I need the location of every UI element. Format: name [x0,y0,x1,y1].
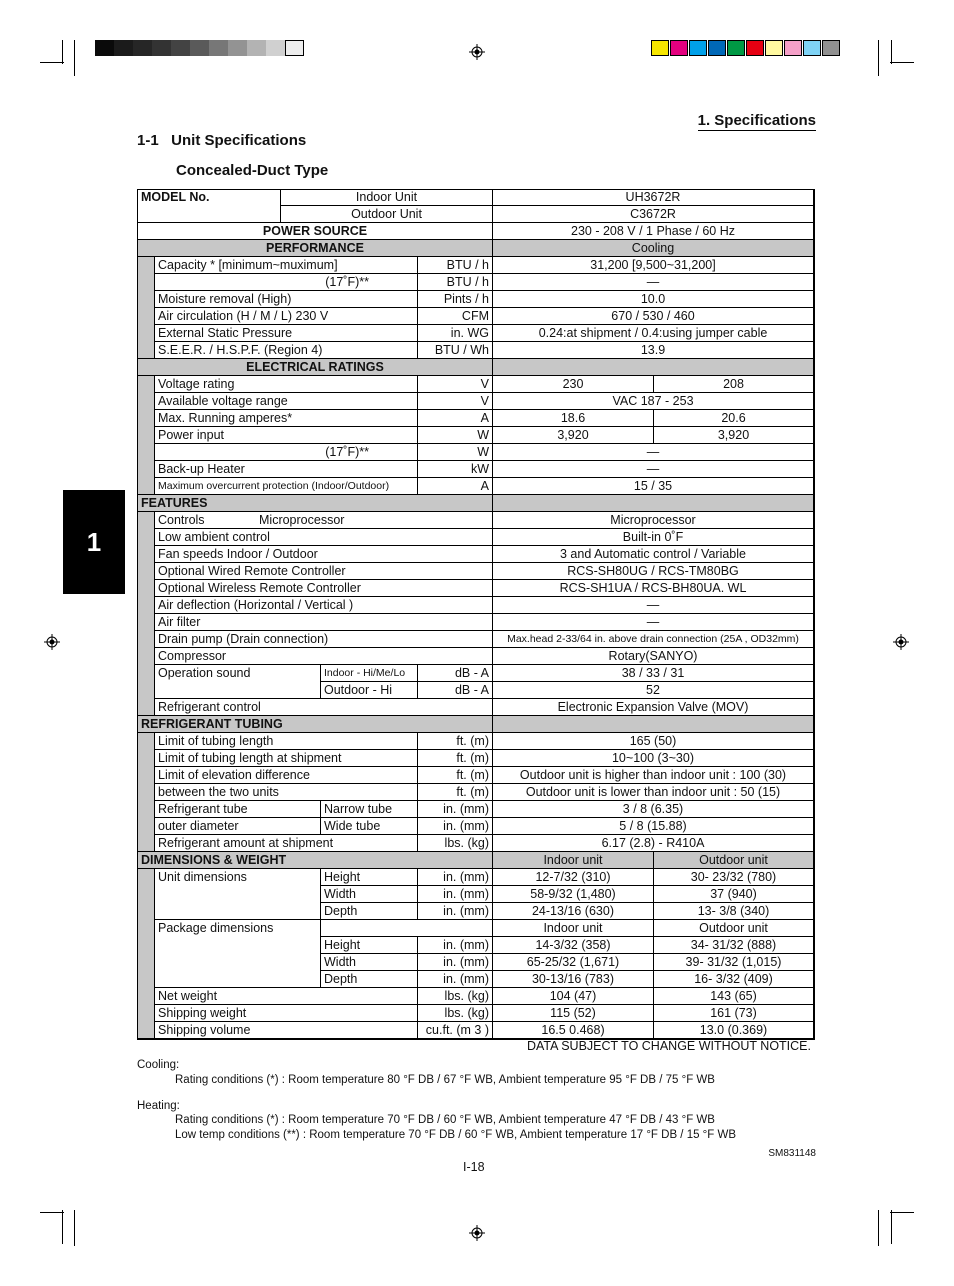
elec-row-unit: A [418,478,493,495]
perf-row-label: S.E.E.R. / H.S.P.F. (Region 4) [155,342,418,359]
perf-row-label: Capacity * [minimum~muximum] [155,257,418,274]
elec-row-value-208: 3,920 [654,427,814,444]
section-title: 1. Specifications [697,112,816,129]
dimensions-col-outdoor: Outdoor unit [654,852,814,869]
tubing-value: 5 / 8 (15.88) [493,818,814,835]
weight-outdoor-value: 143 (65) [654,988,814,1005]
tubing-label: Limit of tubing length at shipment [155,750,418,767]
package-unit: in. (mm) [418,937,493,954]
registration-mark-bottom [469,1225,485,1241]
dimensions-col-indoor: Indoor unit [493,852,654,869]
elec-row-value-208: 208 [654,376,814,393]
outdoor-model: C3672R [493,206,814,223]
color-swatch [784,40,802,56]
perf-row-unit: in. WG [418,325,493,342]
elec-row-label: Back-up Heater [155,461,418,478]
elec-row-value-208: 20.6 [654,410,814,427]
dimension-indoor-value: 12-7/32 (310) [493,869,654,886]
elec-row-unit: V [418,393,493,410]
feature-label: Low ambient control [155,529,493,546]
feature-value: — [493,614,814,631]
tubing-value: Outdoor unit is higher than indoor unit : 100 (30) [493,767,814,784]
dimension-indoor-value: 24-13/16 (630) [493,903,654,920]
elec-row-unit: W [418,427,493,444]
weight-unit: cu.ft. (m 3 ) [418,1022,493,1039]
color-swatch [746,40,764,56]
dimension-indoor-value: 58-9/32 (1,480) [493,886,654,903]
outdoor-unit-label: Outdoor Unit [281,206,493,223]
feature-label: Air filter [155,614,493,631]
feature-value: — [493,597,814,614]
color-swatch [689,40,707,56]
weight-label: Shipping weight [155,1005,418,1022]
tubing-unit: lbs. (kg) [418,835,493,852]
elec-row-label: Available voltage range [155,393,418,410]
feature-value: RCS-SH80UG / RCS-TM80BG [493,563,814,580]
dimensions-side-bar [138,869,155,1039]
page-heading: 1-1 Unit Specifications [137,132,307,149]
package-col-indoor: Indoor unit [493,920,654,937]
gray-swatch [228,40,247,56]
perf-row-label: Air circulation (H / M / L) 230 V [155,308,418,325]
cooling-rating-note: Rating conditions (*) : Room temperature 80 °F DB / 67 °F WB, Ambient temperature 95 °F DB / 75 °F WB [175,1074,715,1086]
tubing-label: Refrigerant amount at shipment [155,835,418,852]
perf-row-unit: BTU / h [418,274,493,291]
feature-sub-label: Microprocessor [259,513,345,527]
tubing-header-right [493,716,814,733]
chapter-tab [63,490,125,594]
tubing-value: 10~100 (3~30) [493,750,814,767]
tubing-label: outer diameter [155,818,321,835]
features-side-bar [138,512,155,716]
feature-unit: dB - A [418,665,493,682]
feature-label: Air deflection (Horizontal / Vertical ) [155,597,493,614]
elec-row-label: Power input [155,427,418,444]
feature-sub-label: Indoor - Hi/Me/Lo [321,665,418,682]
page-number: I-18 [463,1160,485,1174]
tubing-sub-label: Wide tube [321,818,418,835]
package-unit: in. (mm) [418,971,493,988]
feature-value: Max.head 2-33/64 in. above drain connection (25A , OD32mm) [493,631,814,648]
gray-swatch [114,40,133,56]
registration-mark-left [44,634,60,650]
package-outdoor-value: 16- 3/32 (409) [654,971,814,988]
gray-swatch [209,40,228,56]
weight-indoor-value: 104 (47) [493,988,654,1005]
feature-value: 38 / 33 / 31 [493,665,814,682]
perf-row-unit: CFM [418,308,493,325]
weight-unit: lbs. (kg) [418,988,493,1005]
dimension-outdoor-value: 13- 3/8 (340) [654,903,814,920]
dimensions-header: DIMENSIONS & WEIGHT [138,852,493,869]
cooling-label: Cooling: [137,1059,180,1071]
chapter-tab-number: 1 [86,526,102,557]
perf-row-value: 0.24:at shipment / 0.4:using jumper cable [493,325,814,342]
weight-label: Net weight [155,988,418,1005]
feature-label: Operation sound [155,665,321,699]
color-swatch [670,40,688,56]
package-col-outdoor: Outdoor unit [654,920,814,937]
elec-row-label: Maximum overcurrent protection (Indoor/Outdoor) [155,478,418,495]
electrical-side-bar [138,376,155,495]
feature-value: Rotary(SANYO) [493,648,814,665]
gray-swatch [266,40,285,56]
color-swatch [727,40,745,56]
tubing-unit: ft. (m) [418,784,493,801]
feature-label: Refrigerant control [155,699,493,716]
tubing-header: REFRIGERANT TUBING [138,716,493,733]
tubing-value: 3 / 8 (6.35) [493,801,814,818]
registration-mark-top [469,44,485,60]
package-sub-label: Depth [321,971,418,988]
tubing-label: Refrigerant tube [155,801,321,818]
weight-indoor-value: 16.5 0.468) [493,1022,654,1039]
tubing-value: 6.17 (2.8) - R410A [493,835,814,852]
tubing-side-bar [138,733,155,852]
feature-value: RCS-SH1UA / RCS-BH80UA. WL [493,580,814,597]
package-dimensions-label: Package dimensions [155,920,321,988]
perf-row-value: 10.0 [493,291,814,308]
feature-unit: dB - A [418,682,493,699]
tubing-label: Limit of elevation difference [155,767,418,784]
notice-text: DATA SUBJECT TO CHANGE WITHOUT NOTICE. [526,1039,811,1053]
package-sub-label: Width [321,954,418,971]
weight-indoor-value: 115 (52) [493,1005,654,1022]
elec-row-unit: V [418,376,493,393]
feature-value: Microprocessor [493,512,814,529]
elec-row-label: Voltage rating [155,376,418,393]
perf-row-value: — [493,274,814,291]
weight-unit: lbs. (kg) [418,1005,493,1022]
heating-low-temp-note: Low temp conditions (**) : Room temperature 70 °F DB / 60 °F WB, Ambient temperature 17 °F DB / 15 °F WB [175,1129,737,1141]
dimension-sub-label: Width [321,886,418,903]
unit-dimensions-label: Unit dimensions [155,869,321,920]
elec-row-unit: A [418,410,493,427]
gray-swatch [190,40,209,56]
spec-table [137,189,815,1040]
elec-row-value-230: 3,920 [493,427,654,444]
tubing-label: Limit of tubing length [155,733,418,750]
elec-row-value-230: 18.6 [493,410,654,427]
feature-label: Fan speeds Indoor / Outdoor [155,546,493,563]
feature-value: Electronic Expansion Valve (MOV) [493,699,814,716]
elec-row-label: (17˚F)** [155,444,418,461]
tubing-unit: in. (mm) [418,801,493,818]
feature-label: Controls Microprocessor [155,512,493,529]
electrical-header-right [493,359,814,376]
color-swatch [708,40,726,56]
package-header-blank [321,920,493,937]
dimension-unit: in. (mm) [418,886,493,903]
elec-row-value: 15 / 35 [493,478,814,495]
elec-row-value: — [493,461,814,478]
dimension-outdoor-value: 30- 23/32 (780) [654,869,814,886]
elec-row-unit: kW [418,461,493,478]
elec-row-value: VAC 187 - 253 [493,393,814,410]
perf-row-value: 31,200 [9,500~31,200] [493,257,814,274]
gray-swatch [133,40,152,56]
feature-value: 3 and Automatic control / Variable [493,546,814,563]
gray-swatch [152,40,171,56]
tubing-unit: ft. (m) [418,767,493,784]
gray-swatch [95,40,114,56]
heating-label: Heating: [137,1100,180,1112]
color-swatch [822,40,840,56]
package-unit: in. (mm) [418,954,493,971]
perf-row-value: 670 / 530 / 460 [493,308,814,325]
tubing-unit: ft. (m) [418,750,493,767]
performance-side-bar [138,257,155,359]
dimension-sub-label: Height [321,869,418,886]
features-header-right [493,495,814,512]
perf-row-unit: BTU / Wh [418,342,493,359]
color-swatch [651,40,669,56]
tubing-unit: in. (mm) [418,818,493,835]
feature-value: Built-in 0˚F [493,529,814,546]
weight-label: Shipping volume [155,1022,418,1039]
power-source-value: 230 - 208 V / 1 Phase / 60 Hz [493,223,814,240]
gray-swatch [285,40,304,56]
perf-row-unit: BTU / h [418,257,493,274]
perf-row-unit: Pints / h [418,291,493,308]
feature-label: Drain pump (Drain connection) [155,631,493,648]
tubing-value: 165 (50) [493,733,814,750]
dimension-unit: in. (mm) [418,869,493,886]
tubing-value: Outdoor unit is lower than indoor unit : 50 (15) [493,784,814,801]
tubing-unit: ft. (m) [418,733,493,750]
indoor-unit-label: Indoor Unit [281,189,493,206]
elec-row-value-230: 230 [493,376,654,393]
package-outdoor-value: 34- 31/32 (888) [654,937,814,954]
package-indoor-value: 14-3/32 (358) [493,937,654,954]
performance-header-right: Cooling [493,240,814,257]
perf-row-value: 13.9 [493,342,814,359]
color-swatch [803,40,821,56]
dimension-unit: in. (mm) [418,903,493,920]
heating-rating-note: Rating conditions (*) : Room temperature 70 °F DB / 60 °F WB, Ambient temperature 47 °F DB / 43 °F WB [175,1114,715,1126]
performance-header: PERFORMANCE [138,240,493,257]
gray-swatch [171,40,190,56]
feature-label: Optional Wireless Remote Controller [155,580,493,597]
perf-row-label: (17˚F)** [155,274,418,291]
feature-sub-label: Outdoor - Hi [321,682,418,699]
indoor-model: UH3672R [493,189,814,206]
feature-label: Compressor [155,648,493,665]
model-no-label: MODEL No. [138,189,281,223]
registration-mark-right [893,634,909,650]
perf-row-label: External Static Pressure [155,325,418,342]
elec-row-unit: W [418,444,493,461]
feature-value: 52 [493,682,814,699]
package-outdoor-value: 39- 31/32 (1,015) [654,954,814,971]
elec-row-label: Max. Running amperes* [155,410,418,427]
color-swatch [765,40,783,56]
weight-outdoor-value: 13.0 (0.369) [654,1022,814,1039]
electrical-header: ELECTRICAL RATINGS [138,359,493,376]
page-subheading: Concealed-Duct Type [176,162,329,179]
package-sub-label: Height [321,937,418,954]
gray-swatch [247,40,266,56]
dimension-sub-label: Depth [321,903,418,920]
document-code: SM831148 [768,1148,816,1159]
feature-label: Optional Wired Remote Controller [155,563,493,580]
tubing-label: between the two units [155,784,418,801]
package-indoor-value: 30-13/16 (783) [493,971,654,988]
power-source-label: POWER SOURCE [138,223,493,240]
features-header: FEATURES [138,495,493,512]
tubing-sub-label: Narrow tube [321,801,418,818]
perf-row-label: Moisture removal (High) [155,291,418,308]
weight-outdoor-value: 161 (73) [654,1005,814,1022]
package-indoor-value: 65-25/32 (1,671) [493,954,654,971]
dimension-outdoor-value: 37 (940) [654,886,814,903]
elec-row-value: — [493,444,814,461]
